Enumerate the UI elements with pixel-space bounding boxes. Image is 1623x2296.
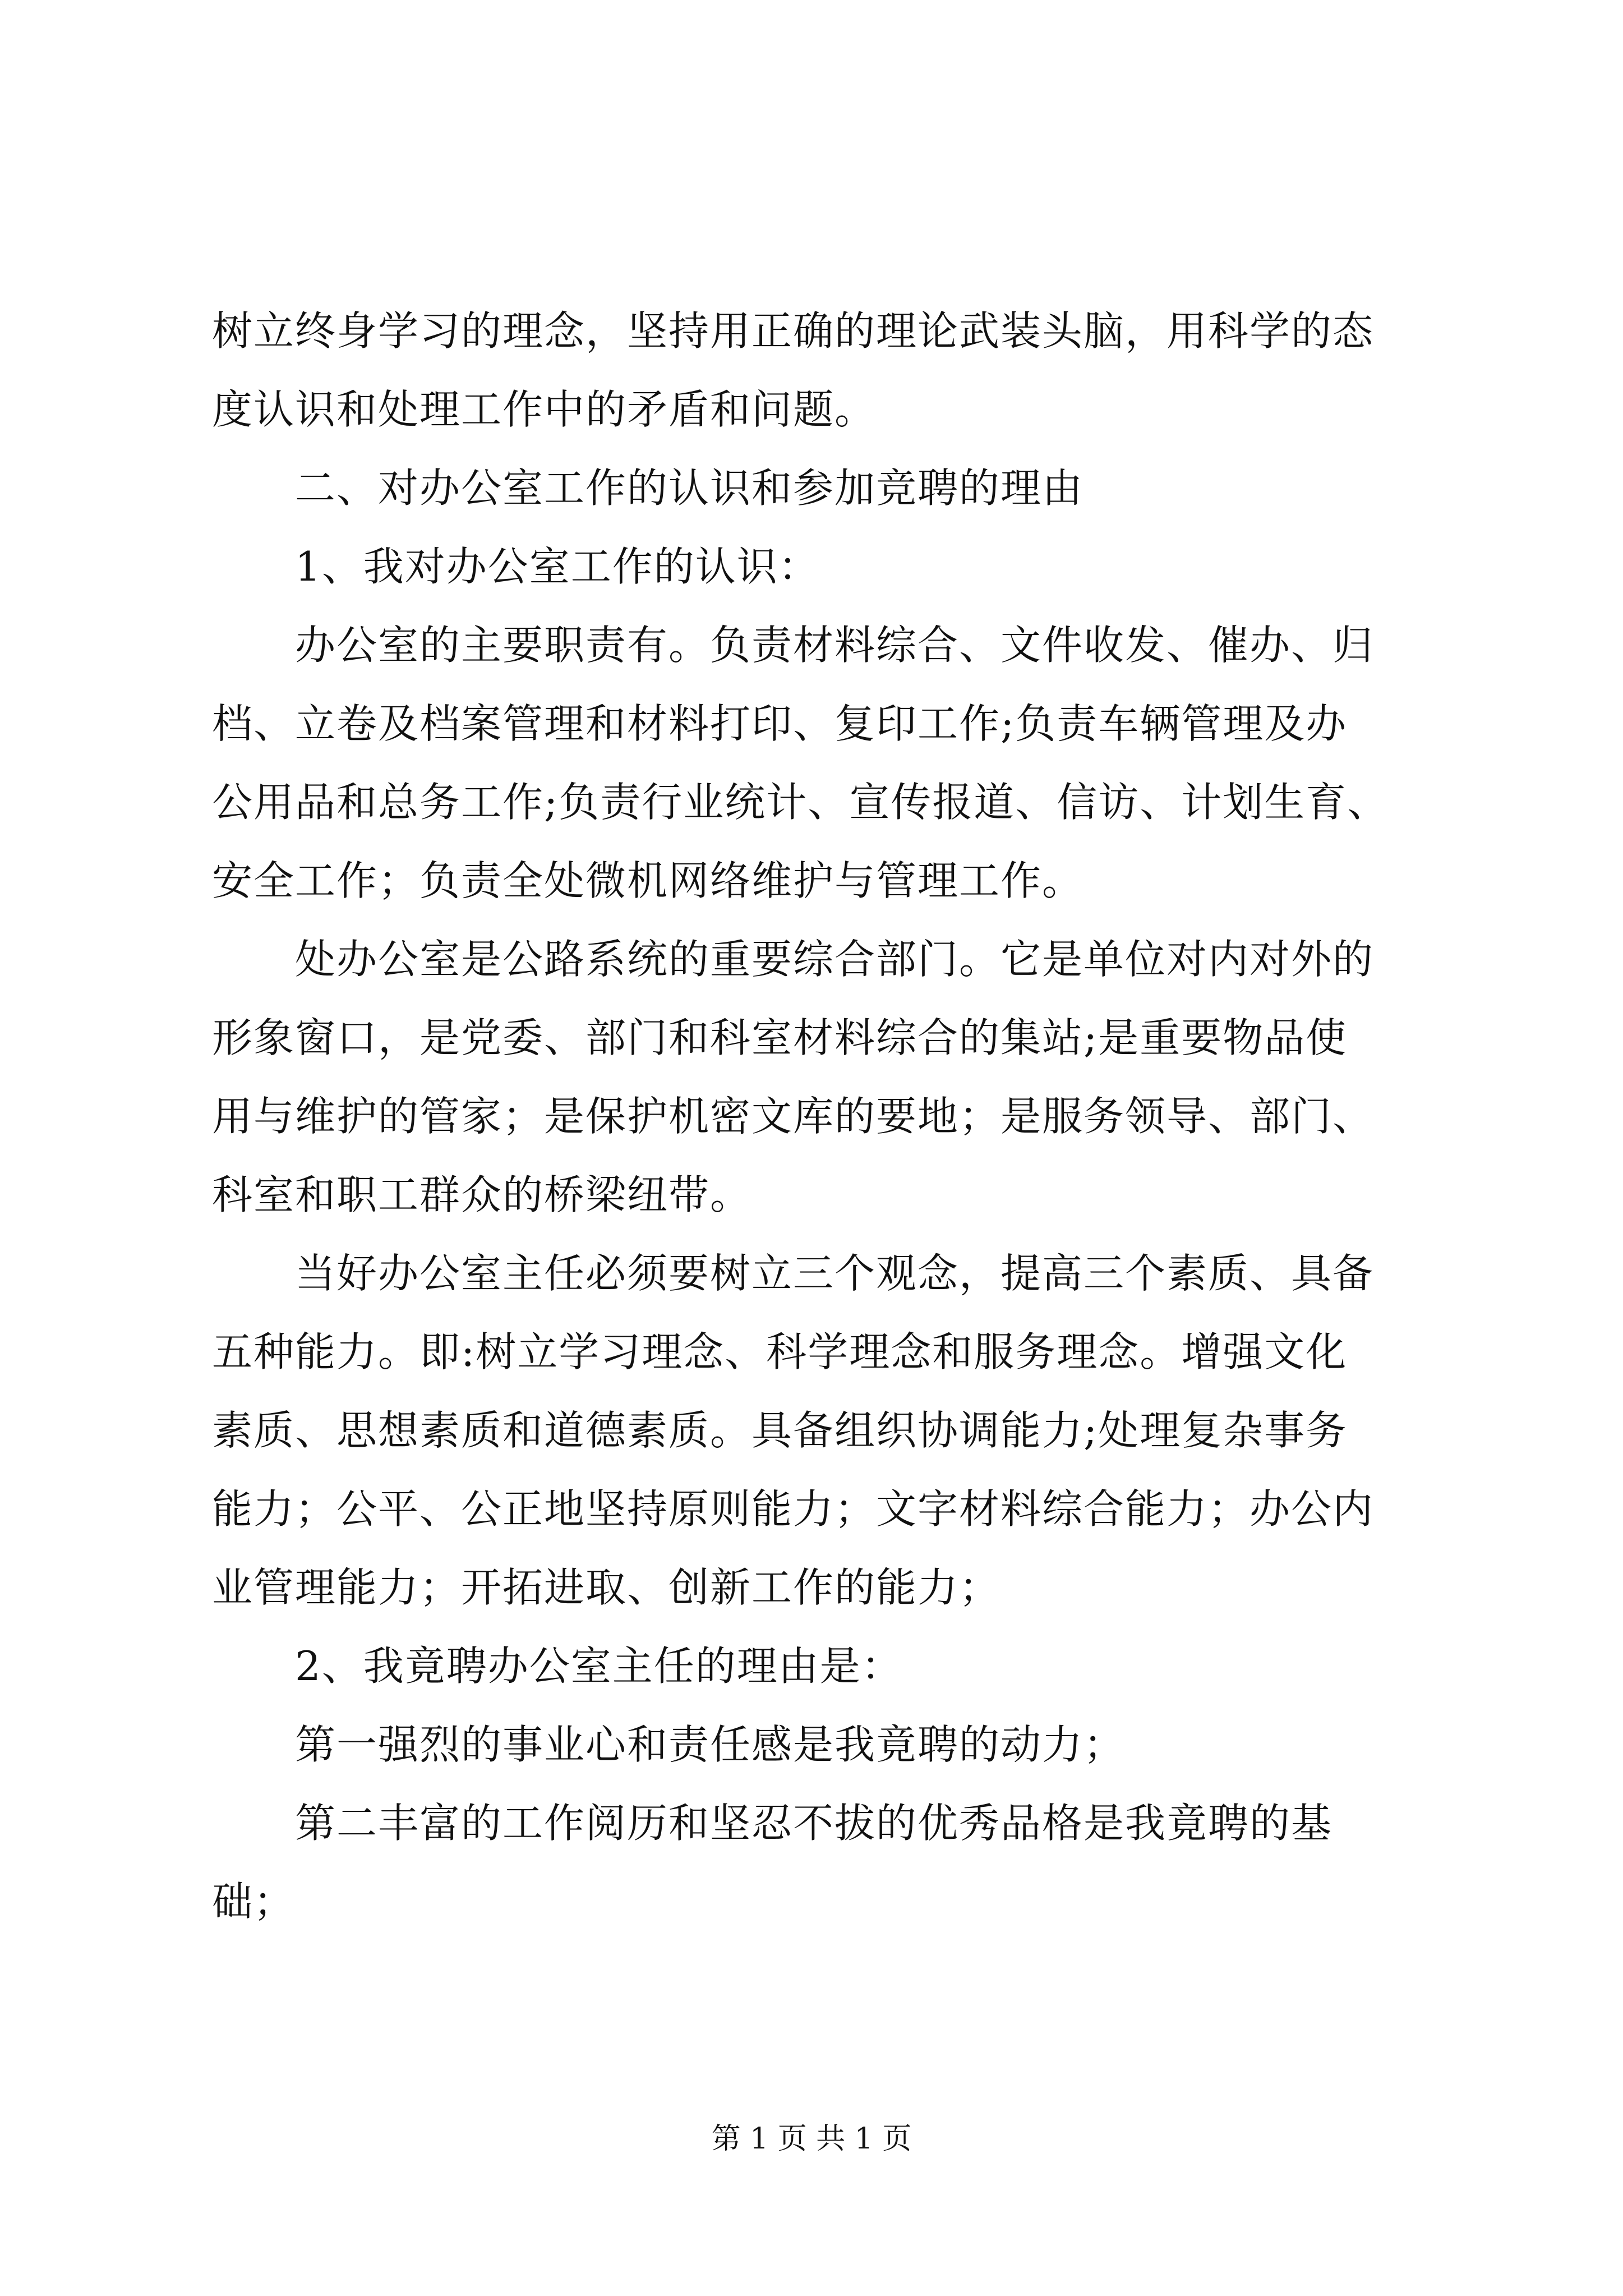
text-line-15: 素质、思想素质和道德素质。具备组织协调能力;处理复杂事务 xyxy=(212,1407,1348,1454)
text-line-9: 处办公室是公路系统的重要综合部门。它是单位对内对外的 xyxy=(295,936,1375,983)
section-heading: 二、对办公室工作的认识和参加竞聘的理由 xyxy=(295,464,1084,512)
subsection-heading-2: 2、我竟聘办公室主任的理由是： xyxy=(295,1642,903,1690)
text-line-10: 形象窗口，是党委、部门和科室材料综合的集站;是重要物品使 xyxy=(212,1014,1348,1061)
text-line-19: 第一强烈的事业心和责任感是我竟聘的动力； xyxy=(295,1721,1126,1768)
text-line-8: 安全工作；负责全处微机网络维护与管理工作。 xyxy=(212,857,1084,904)
text-line-16: 能力；公平、公正地坚持原则能力；文字材料综合能力；办公内 xyxy=(212,1485,1375,1533)
text-line-2: 度认识和处理工作中的矛盾和问题。 xyxy=(212,386,877,433)
text-line-5: 办公室的主要职责有。负责材料综合、文件收发、催办、归 xyxy=(295,622,1375,669)
text-line-12: 科室和职工群众的桥梁纽带。 xyxy=(212,1171,752,1218)
text-line-11: 用与维护的管家；是保护机密文库的要地；是服务领导、部门、 xyxy=(212,1093,1375,1140)
text-line-6: 档、立卷及档案管理和材料打印、复印工作;负责车辆管理及办 xyxy=(212,700,1348,747)
text-line-21: 础； xyxy=(212,1878,296,1925)
subsection-heading-1: 1、我对办公室工作的认识： xyxy=(295,543,820,590)
text-line-17: 业管理能力；开拓进取、创新工作的能力； xyxy=(212,1564,1001,1611)
text-line-20: 第二丰富的工作阅历和坚忍不拔的优秀品格是我竟聘的基 xyxy=(295,1800,1333,1847)
document-body xyxy=(212,292,1423,1941)
text-line-7: 公用品和总务工作;负责行业统计、宣传报道、信访、计划生育、 xyxy=(212,779,1389,826)
page-number-footer: 第 1 页 共 1 页 xyxy=(711,2122,912,2156)
text-line-13: 当好办公室主任必须要树立三个观念，提高三个素质、具备 xyxy=(295,1250,1375,1297)
text-line-14: 五种能力。即:树立学习理念、科学理念和服务理念。增强文化 xyxy=(212,1328,1348,1375)
text-line-1: 树立终身学习的理念，坚持用正确的理论武装头脑，用科学的态 xyxy=(212,307,1375,355)
